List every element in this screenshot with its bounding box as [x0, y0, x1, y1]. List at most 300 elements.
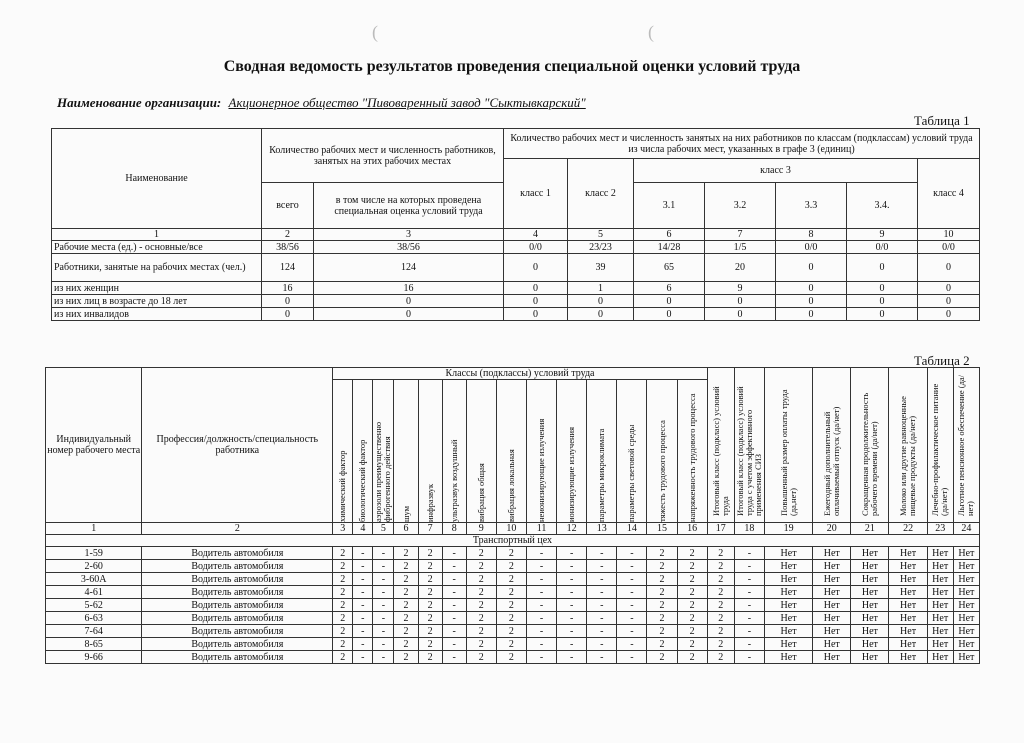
table-cell: -	[442, 547, 466, 560]
header-factor	[587, 380, 617, 523]
table-cell: -	[587, 560, 617, 573]
table-cell: 2	[418, 560, 442, 573]
factor-label: параметры световой среды	[626, 424, 637, 522]
table-cell: 0	[776, 282, 847, 295]
table-cell: -	[734, 612, 764, 625]
column-number: 9	[847, 229, 918, 241]
column-number: 5	[568, 229, 634, 241]
table-cell: -	[587, 651, 617, 664]
header-class-3: класс 3	[634, 159, 918, 183]
table-cell: 2	[707, 638, 734, 651]
table-row	[46, 586, 980, 599]
factor-label: Льготное пенсионное обеспечение (да/нет)	[956, 374, 976, 516]
table-cell: 2	[466, 547, 496, 560]
table-cell: 2	[333, 651, 353, 664]
table-cell: 0	[705, 295, 776, 308]
factor-label: Сокращенная продолжительность рабочего времени (да/нет)	[859, 392, 879, 516]
table-cell: 0	[776, 295, 847, 308]
table-cell: -	[442, 573, 466, 586]
column-number: 10	[918, 229, 980, 241]
header-factor	[526, 380, 556, 523]
profession-name: Водитель автомобиля	[142, 586, 333, 599]
header-factor	[927, 368, 953, 523]
table-cell: Нет	[813, 638, 851, 651]
table-cell: 2	[707, 612, 734, 625]
column-number: 21	[851, 523, 889, 535]
table-cell: 2	[677, 638, 707, 651]
table-row	[46, 573, 980, 586]
table-cell: 2	[496, 599, 526, 612]
header-factor	[813, 368, 851, 523]
table-cell: Нет	[953, 560, 979, 573]
table-cell: 2	[707, 573, 734, 586]
table-cell: 2	[418, 547, 442, 560]
workplace-number: 5-62	[46, 599, 142, 612]
table-cell: 2	[466, 599, 496, 612]
table-cell: Нет	[813, 573, 851, 586]
table-cell: Нет	[927, 547, 953, 560]
table-row	[52, 241, 980, 254]
table-cell: 2	[394, 586, 418, 599]
table-cell: 2	[333, 547, 353, 560]
table-cell: 0	[847, 282, 918, 295]
table-cell: 2	[677, 547, 707, 560]
factor-label: неионизирующие излучения	[536, 418, 547, 522]
table-cell: 124	[262, 254, 314, 282]
table-cell: 2	[707, 651, 734, 664]
header-total: всего	[262, 183, 314, 229]
factor-label: параметры микроклимата	[596, 428, 607, 522]
table-cell: -	[557, 651, 587, 664]
table-cell: Нет	[764, 599, 812, 612]
header-factor	[851, 368, 889, 523]
table-cell: Нет	[764, 625, 812, 638]
workplace-number: 8-65	[46, 638, 142, 651]
column-number: 8	[776, 229, 847, 241]
column-number: 20	[813, 523, 851, 535]
table-cell: Нет	[927, 638, 953, 651]
table-cell: Нет	[953, 586, 979, 599]
table-cell: 2	[647, 625, 677, 638]
row-label: Рабочие места (ед.) - основные/все	[52, 241, 262, 254]
table-cell: 2	[496, 573, 526, 586]
table-cell: -	[526, 573, 556, 586]
table-cell: Нет	[953, 625, 979, 638]
summary-table	[51, 128, 980, 321]
table-cell: 2	[418, 625, 442, 638]
table-cell: -	[734, 638, 764, 651]
table-cell: -	[557, 612, 587, 625]
workplace-number: 6-63	[46, 612, 142, 625]
table-cell: -	[373, 599, 394, 612]
table-cell: 2	[418, 612, 442, 625]
table-cell: 2	[677, 573, 707, 586]
table-cell: 2	[466, 651, 496, 664]
header-classes: Количество рабочих мест и численность занятых на них работников по классам (подклассам) условий труда из числа рабочих мест, указанных в графе 3 (единиц)	[504, 129, 980, 159]
table-cell: Нет	[813, 612, 851, 625]
table-cell: Нет	[889, 612, 927, 625]
header-factor	[647, 380, 677, 523]
table-cell: 1/5	[705, 241, 776, 254]
factor-label: вибрация локальная	[505, 449, 516, 522]
table-cell: 2	[394, 599, 418, 612]
table-cell: 2	[496, 560, 526, 573]
table-cell: 0	[847, 295, 918, 308]
table-cell: Нет	[813, 625, 851, 638]
table-cell: -	[734, 560, 764, 573]
column-number: 3	[333, 523, 353, 535]
table-cell: -	[617, 625, 647, 638]
section-row	[46, 535, 980, 547]
table-cell: -	[526, 625, 556, 638]
table-cell: 2	[496, 547, 526, 560]
column-number: 3	[314, 229, 504, 241]
header-factor	[466, 380, 496, 523]
table-cell: 2	[496, 651, 526, 664]
table-cell: 0	[705, 308, 776, 321]
table-cell: 2	[333, 599, 353, 612]
table-cell: 2	[677, 599, 707, 612]
factor-label: Ежегодный дополнительный оплачиваемый отпуск (да/нет)	[821, 406, 841, 516]
profession-name: Водитель автомобиля	[142, 599, 333, 612]
table-cell: 38/56	[262, 241, 314, 254]
table-cell: Нет	[889, 651, 927, 664]
column-number: 22	[889, 523, 927, 535]
header-assessed: в том числе на которых проведена специальная оценка условий труда	[314, 183, 504, 229]
factor-label: Итоговый класс (подкласс) условий труда с учетом эффективного применения СИЗ	[734, 386, 763, 516]
table-cell: Нет	[851, 560, 889, 573]
table-cell: 0/0	[918, 241, 980, 254]
table-cell: -	[557, 547, 587, 560]
row-label: Работники, занятые на рабочих местах (чел.)	[52, 254, 262, 282]
table-row	[46, 612, 980, 625]
factor-label: Итоговый класс (подкласс) условий труда	[710, 386, 730, 516]
header-count: Количество рабочих мест и численность работников, занятых на этих рабочих местах	[262, 129, 504, 183]
table-cell: 2	[333, 638, 353, 651]
table-cell: -	[526, 612, 556, 625]
column-number-row	[52, 229, 980, 241]
header-factor	[418, 380, 442, 523]
table-cell: -	[734, 625, 764, 638]
table-cell: -	[587, 625, 617, 638]
table-row	[52, 282, 980, 295]
table-cell: 0	[568, 295, 634, 308]
column-number: 7	[705, 229, 776, 241]
header-factor	[442, 380, 466, 523]
column-number-row	[46, 523, 980, 535]
table-cell: -	[617, 547, 647, 560]
table-cell: -	[353, 547, 373, 560]
table-cell: 0	[504, 308, 568, 321]
workplace-number: 2-60	[46, 560, 142, 573]
table1-caption: Таблица 1	[914, 113, 970, 128]
factor-label: аэрозоли преимущественно фиброгенного действия	[373, 421, 393, 522]
table-cell: Нет	[889, 599, 927, 612]
table-cell: 2	[394, 547, 418, 560]
table-cell: 2	[707, 560, 734, 573]
factor-label: вибрация общая	[475, 463, 486, 522]
document-title: Сводная ведомость результатов проведения специальной оценки условий труда	[223, 58, 801, 75]
organization-name: Акционерное общество "Пивоваренный завод "Сыктывкарский"	[228, 95, 586, 110]
column-number: 1	[52, 229, 262, 241]
table-cell: 2	[466, 586, 496, 599]
table-cell: -	[617, 651, 647, 664]
table-cell: -	[557, 638, 587, 651]
table-cell: 0/0	[776, 241, 847, 254]
table-row	[52, 295, 980, 308]
profession-name: Водитель автомобиля	[142, 547, 333, 560]
header-factor	[707, 368, 734, 523]
header-class-3-4: 3.4.	[847, 183, 918, 229]
column-number: 19	[764, 523, 812, 535]
profession-name: Водитель автомобиля	[142, 612, 333, 625]
table-row	[46, 599, 980, 612]
column-number: 1	[46, 523, 142, 535]
table-cell: 0	[634, 295, 705, 308]
header-factor	[677, 380, 707, 523]
table-cell: -	[734, 573, 764, 586]
column-number: 6	[634, 229, 705, 241]
factor-label: Повышенный размер оплаты труда (да,нет)	[778, 389, 798, 516]
table-cell: Нет	[764, 651, 812, 664]
table-cell: Нет	[764, 547, 812, 560]
header-factor	[394, 380, 418, 523]
table-cell: Нет	[813, 560, 851, 573]
table-cell: -	[353, 651, 373, 664]
table-cell: 16	[262, 282, 314, 295]
table-cell: Нет	[813, 586, 851, 599]
table-cell: -	[557, 560, 587, 573]
header-class-1: класс 1	[504, 159, 568, 229]
factor-label: инфразвук	[424, 483, 435, 522]
column-number: 9	[466, 523, 496, 535]
table-cell: Нет	[953, 612, 979, 625]
column-number: 4	[504, 229, 568, 241]
table-cell: 0	[776, 254, 847, 282]
header-class-2: класс 2	[568, 159, 634, 229]
table-cell: Нет	[851, 651, 889, 664]
column-number: 4	[353, 523, 373, 535]
table-cell: -	[617, 612, 647, 625]
workplace-table	[45, 367, 980, 664]
header-factor	[734, 368, 764, 523]
table-cell: 2	[418, 586, 442, 599]
table-cell: 2	[333, 586, 353, 599]
table-cell: 2	[418, 599, 442, 612]
profession-name: Водитель автомобиля	[142, 625, 333, 638]
table-cell: 2	[677, 560, 707, 573]
header-factor	[496, 380, 526, 523]
table-cell: 2	[677, 625, 707, 638]
table-cell: 65	[634, 254, 705, 282]
table-cell: 2	[333, 573, 353, 586]
table-cell: 2	[394, 651, 418, 664]
profession-name: Водитель автомобиля	[142, 560, 333, 573]
table-cell: -	[734, 599, 764, 612]
table-cell: 0	[918, 308, 980, 321]
table-cell: 0	[847, 308, 918, 321]
factor-label: Лечебно-профилактическое питание (да/нет)	[930, 383, 950, 516]
table-cell: 0	[314, 295, 504, 308]
table-cell: 2	[394, 573, 418, 586]
table-cell: -	[442, 599, 466, 612]
table-cell: -	[557, 573, 587, 586]
column-number: 2	[142, 523, 333, 535]
table-cell: 2	[394, 625, 418, 638]
table-cell: -	[353, 625, 373, 638]
table-cell: 0	[262, 295, 314, 308]
table-cell: 0	[504, 282, 568, 295]
header-factor	[353, 380, 373, 523]
table-cell: -	[373, 612, 394, 625]
header-factor	[764, 368, 812, 523]
table-cell: 2	[496, 612, 526, 625]
table-row	[46, 651, 980, 664]
table-cell: Нет	[927, 599, 953, 612]
organization-line	[57, 95, 586, 111]
table-cell: 2	[707, 547, 734, 560]
workplace-number: 4-61	[46, 586, 142, 599]
table-cell: -	[442, 638, 466, 651]
table-cell: -	[442, 586, 466, 599]
table-cell: -	[617, 638, 647, 651]
table-cell: -	[526, 560, 556, 573]
table-cell: 2	[418, 638, 442, 651]
table-cell: -	[353, 612, 373, 625]
column-number: 16	[677, 523, 707, 535]
table-cell: -	[373, 638, 394, 651]
table-cell: 2	[496, 638, 526, 651]
table-cell: -	[587, 586, 617, 599]
header-workplace-number: Индивидуальный номер рабочего места	[46, 368, 142, 523]
column-number: 5	[373, 523, 394, 535]
column-number: 7	[418, 523, 442, 535]
header-class-3-2: 3.2	[705, 183, 776, 229]
header-class-3-1: 3.1	[634, 183, 705, 229]
scan-mark: (	[648, 22, 654, 42]
table-cell: Нет	[927, 586, 953, 599]
table-cell: -	[526, 638, 556, 651]
table-cell: 2	[418, 573, 442, 586]
table-cell: Нет	[851, 638, 889, 651]
table-cell: 6	[634, 282, 705, 295]
table-cell: -	[557, 586, 587, 599]
column-number: 12	[557, 523, 587, 535]
table-cell: -	[557, 599, 587, 612]
table-row	[46, 638, 980, 651]
table-cell: -	[526, 547, 556, 560]
table-cell: 0	[262, 308, 314, 321]
table-cell: 2	[647, 599, 677, 612]
table-cell: Нет	[953, 638, 979, 651]
column-number: 6	[394, 523, 418, 535]
table-cell: 2	[466, 560, 496, 573]
table-cell: -	[373, 586, 394, 599]
organization-label: Наименование организации:	[57, 95, 222, 110]
table-cell: -	[557, 625, 587, 638]
table-cell: Нет	[851, 599, 889, 612]
profession-name: Водитель автомобиля	[142, 638, 333, 651]
table-cell: 0	[504, 254, 568, 282]
table2-caption: Таблица 2	[914, 353, 970, 368]
table-cell: 2	[647, 560, 677, 573]
column-number: 23	[927, 523, 953, 535]
factor-label: шум	[400, 505, 411, 522]
table-cell: Нет	[764, 612, 812, 625]
table-cell: 2	[333, 625, 353, 638]
table-cell: 16	[314, 282, 504, 295]
column-number: 11	[526, 523, 556, 535]
table-cell: -	[373, 573, 394, 586]
table-cell: Нет	[813, 651, 851, 664]
scan-mark: (	[372, 22, 378, 42]
factor-label: напряженность трудового процесса	[686, 393, 697, 522]
table-cell: Нет	[851, 586, 889, 599]
table-cell: 2	[647, 651, 677, 664]
table-cell: 2	[677, 612, 707, 625]
table-cell: 9	[705, 282, 776, 295]
table-cell: 14/28	[634, 241, 705, 254]
table-cell: 2	[707, 586, 734, 599]
table-cell: -	[373, 651, 394, 664]
table-cell: Нет	[927, 560, 953, 573]
table-cell: 0	[776, 308, 847, 321]
table-cell: 2	[647, 638, 677, 651]
table-cell: 0	[847, 254, 918, 282]
table-cell: 0	[918, 254, 980, 282]
header-factor	[953, 368, 979, 523]
table-cell: -	[587, 599, 617, 612]
column-number: 24	[953, 523, 979, 535]
table-cell: Нет	[927, 625, 953, 638]
table-row	[46, 547, 980, 560]
table-cell: -	[587, 547, 617, 560]
table-cell: Нет	[889, 586, 927, 599]
profession-name: Водитель автомобиля	[142, 573, 333, 586]
table-cell: -	[526, 651, 556, 664]
table-cell: 2	[394, 560, 418, 573]
row-label: из них лиц в возрасте до 18 лет	[52, 295, 262, 308]
table-cell: Нет	[889, 547, 927, 560]
table-cell: -	[734, 547, 764, 560]
table-cell: 2	[394, 638, 418, 651]
workplace-number: 3-60А	[46, 573, 142, 586]
table-cell: -	[734, 651, 764, 664]
table-cell: 2	[333, 612, 353, 625]
table-cell: Нет	[953, 547, 979, 560]
table-cell: Нет	[889, 638, 927, 651]
table-cell: -	[526, 599, 556, 612]
table-cell: -	[442, 651, 466, 664]
table-cell: -	[587, 638, 617, 651]
table-cell: 2	[418, 651, 442, 664]
table-cell: Нет	[953, 651, 979, 664]
table-cell: Нет	[764, 638, 812, 651]
column-number: 17	[707, 523, 734, 535]
table-cell: -	[373, 560, 394, 573]
factor-label: Молоко или другие равноценные пищевые продукты (да/нет)	[898, 396, 918, 516]
header-profession: Профессия/должность/специальность работника	[142, 368, 333, 523]
table-cell: 38/56	[314, 241, 504, 254]
factor-label: химический фактор	[337, 450, 348, 522]
table-cell: Нет	[764, 560, 812, 573]
column-number: 13	[587, 523, 617, 535]
table-cell: 0	[918, 282, 980, 295]
table-cell: -	[373, 625, 394, 638]
table-cell: -	[353, 638, 373, 651]
table-cell: 0	[634, 308, 705, 321]
table-cell: Нет	[889, 560, 927, 573]
